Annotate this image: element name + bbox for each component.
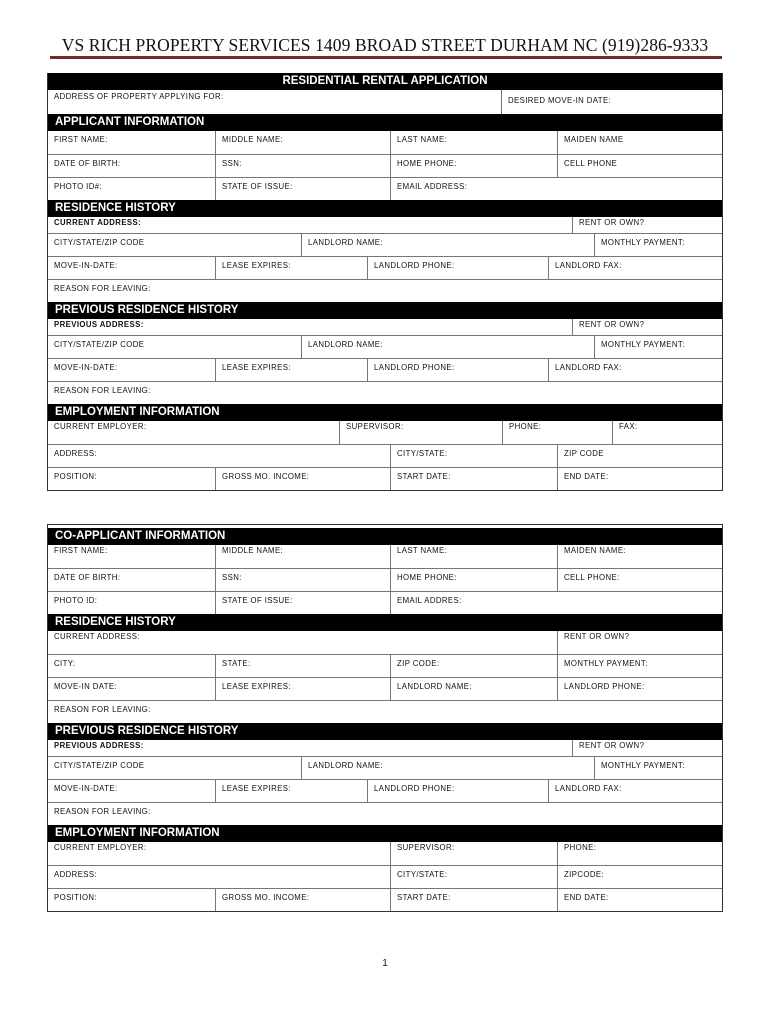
zip-code-field[interactable]: ZIPCODE: (557, 866, 722, 888)
middle-name-field[interactable]: MIDDLE NAME: (215, 545, 283, 568)
home-phone-field[interactable]: HOME PHONE: (390, 155, 457, 177)
reason-for-leaving-field[interactable]: REASON FOR LEAVING: (54, 807, 151, 816)
form-row (48, 677, 722, 700)
previous-address-field[interactable]: PREVIOUS ADDRESS: (54, 741, 144, 750)
form-row (48, 381, 722, 404)
reason-for-leaving-field[interactable]: REASON FOR LEAVING: (54, 386, 151, 395)
landlord-phone-field[interactable]: LANDLORD PHONE: (367, 780, 455, 802)
form-row (48, 545, 722, 568)
form-row (48, 802, 722, 825)
current-address-field[interactable]: CURRENT ADDRESS: (54, 632, 140, 641)
maiden-name-field[interactable]: MAIDEN NAME (557, 131, 722, 154)
zip-code-field[interactable]: ZIP CODE (557, 445, 722, 467)
form-row (48, 421, 722, 444)
page-number: 1 (382, 958, 388, 969)
form-row (48, 444, 722, 467)
supervisor-field[interactable]: SUPERVISOR: (390, 842, 455, 865)
monthly-payment-field[interactable]: MONTHLY PAYMENT: (594, 336, 722, 358)
state-field[interactable]: STATE: (215, 655, 251, 677)
city-state-field[interactable]: CITY/STATE: (390, 445, 447, 467)
employer-address-field[interactable]: ADDRESS: (54, 870, 98, 879)
dob-field[interactable]: DATE OF BIRTH: (54, 159, 121, 168)
employment-section-header: EMPLOYMENT INFORMATION (48, 404, 722, 421)
landlord-name-field[interactable]: LANDLORD NAME: (390, 678, 472, 700)
maiden-name-field[interactable]: MAIDEN NAME: (557, 545, 722, 568)
rent-or-own-field[interactable]: RENT OR OWN? (572, 319, 722, 335)
email-field[interactable]: EMAIL ADDRES: (390, 592, 722, 614)
phone-field[interactable]: PHONE: (502, 421, 541, 444)
landlord-fax-field[interactable]: LANDLORD FAX: (548, 780, 722, 802)
start-date-field[interactable]: START DATE: (390, 468, 451, 490)
home-phone-field[interactable]: HOME PHONE: (390, 569, 457, 591)
gross-income-field[interactable]: GROSS MO. INCOME: (215, 889, 309, 911)
position-field[interactable]: POSITION: (54, 472, 98, 481)
monthly-payment-field[interactable]: MONTHLY PAYMENT: (594, 757, 722, 779)
landlord-phone-field[interactable]: LANDLORD PHONE: (367, 257, 455, 279)
form-row (48, 358, 722, 381)
monthly-payment-field[interactable]: MONTHLY PAYMENT: (594, 234, 722, 256)
form-row (48, 591, 722, 614)
form-row (48, 131, 722, 154)
landlord-name-field[interactable]: LANDLORD NAME: (301, 234, 383, 256)
lease-expires-field[interactable]: LEASE EXPIRES: (215, 780, 291, 802)
property-row (48, 90, 722, 114)
current-employer-field[interactable]: CURRENT EMPLOYER: (54, 843, 147, 852)
zip-code-field[interactable]: ZIP CODE: (390, 655, 439, 677)
applicant-section-header: APPLICANT INFORMATION (48, 114, 722, 131)
applicant-form (47, 73, 723, 491)
landlord-name-field[interactable]: LANDLORD NAME: (301, 336, 383, 358)
property-address-field[interactable]: ADDRESS OF PROPERTY APPLYING FOR: (54, 92, 224, 101)
form-row (48, 319, 722, 335)
fax-field[interactable]: FAX: (612, 421, 722, 444)
city-state-zip-field[interactable]: CITY/STATE/ZIP CODE (54, 238, 145, 247)
lease-expires-field[interactable]: LEASE EXPIRES: (215, 678, 291, 700)
move-in-date-field[interactable]: MOVE-IN-DATE: (54, 363, 118, 372)
end-date-field[interactable]: END DATE: (557, 468, 722, 490)
form-row (48, 631, 722, 654)
move-in-date-field[interactable]: MOVE-IN-DATE: (54, 261, 118, 270)
form-row (48, 888, 722, 911)
residence-section-header: RESIDENCE HISTORY (48, 614, 722, 631)
form-title: RESIDENTIAL RENTAL APPLICATION (48, 73, 722, 90)
landlord-phone-field[interactable]: LANDLORD PHONE: (367, 359, 455, 381)
last-name-field[interactable]: LAST NAME: (390, 545, 447, 568)
photo-id-field[interactable]: PHOTO ID#: (54, 182, 103, 191)
photo-id-field[interactable]: PHOTO ID: (54, 596, 98, 605)
city-state-zip-field[interactable]: CITY/STATE/ZIP CODE (54, 761, 145, 770)
state-of-issue-field[interactable]: STATE OF ISSUE: (215, 178, 293, 200)
move-in-date-field[interactable]: MOVE-IN-DATE: (54, 784, 118, 793)
city-state-zip-field[interactable]: CITY/STATE/ZIP CODE (54, 340, 145, 349)
reason-for-leaving-field[interactable]: REASON FOR LEAVING: (54, 705, 151, 714)
form-row (48, 335, 722, 358)
ssn-field[interactable]: SSN: (215, 569, 242, 591)
coapplicant-section-header: CO-APPLICANT INFORMATION (48, 528, 722, 545)
form-row (48, 842, 722, 865)
company-header: VS RICH PROPERTY SERVICES 1409 BROAD STREET DURHAM NC (919)286-9333 (61, 35, 709, 55)
landlord-fax-field[interactable]: LANDLORD FAX: (548, 359, 722, 381)
form-row (48, 467, 722, 490)
reason-for-leaving-field[interactable]: REASON FOR LEAVING: (54, 284, 151, 293)
rent-or-own-field[interactable]: RENT OR OWN? (557, 631, 722, 654)
monthly-payment-field[interactable]: MONTHLY PAYMENT: (557, 655, 722, 677)
form-row (48, 865, 722, 888)
previous-residence-section-header: PREVIOUS RESIDENCE HISTORY (48, 302, 722, 319)
residence-section-header: RESIDENCE HISTORY (48, 200, 722, 217)
position-field[interactable]: POSITION: (54, 893, 98, 902)
start-date-field[interactable]: START DATE: (390, 889, 451, 911)
phone-field[interactable]: PHONE: (557, 842, 722, 865)
last-name-field[interactable]: LAST NAME: (390, 131, 447, 154)
form-row (48, 217, 722, 233)
previous-residence-section-header: PREVIOUS RESIDENCE HISTORY (48, 723, 722, 740)
cell-phone-field[interactable]: CELL PHONE (557, 155, 722, 177)
city-state-field[interactable]: CITY/STATE: (390, 866, 447, 888)
dob-field[interactable]: DATE OF BIRTH: (54, 573, 121, 582)
landlord-fax-field[interactable]: LANDLORD FAX: (548, 257, 722, 279)
landlord-phone-field[interactable]: LANDLORD PHONE: (557, 678, 722, 700)
supervisor-field[interactable]: SUPERVISOR: (339, 421, 404, 444)
rent-or-own-field[interactable]: RENT OR OWN? (572, 217, 722, 233)
gross-income-field[interactable]: GROSS MO. INCOME: (215, 468, 309, 490)
form-row (48, 654, 722, 677)
previous-address-field[interactable]: PREVIOUS ADDRESS: (54, 320, 144, 329)
current-employer-field[interactable]: CURRENT EMPLOYER: (54, 422, 147, 431)
rent-or-own-field[interactable]: RENT OR OWN? (572, 740, 722, 756)
move-in-date-field[interactable]: MOVE-IN DATE: (54, 682, 118, 691)
form-row (48, 233, 722, 256)
form-row (48, 154, 722, 177)
end-date-field[interactable]: END DATE: (557, 889, 722, 911)
form-row (48, 568, 722, 591)
email-field[interactable]: EMAIL ADDRESS: (390, 178, 722, 200)
lease-expires-field[interactable]: LEASE EXPIRES: (215, 257, 291, 279)
form-row (48, 700, 722, 723)
state-of-issue-field[interactable]: STATE OF ISSUE: (215, 592, 293, 614)
city-field[interactable]: CITY: (54, 659, 76, 668)
desired-move-in-field[interactable]: DESIRED MOVE-IN DATE: (501, 90, 722, 114)
form-row (48, 779, 722, 802)
first-name-field[interactable]: FIRST NAME: (54, 135, 108, 144)
employment-section-header: EMPLOYMENT INFORMATION (48, 825, 722, 842)
current-address-field[interactable]: CURRENT ADDRESS: (54, 218, 142, 227)
middle-name-field[interactable]: MIDDLE NAME: (215, 131, 283, 154)
ssn-field[interactable]: SSN: (215, 155, 242, 177)
first-name-field[interactable]: FIRST NAME: (54, 546, 108, 555)
form-row (48, 256, 722, 279)
employer-address-field[interactable]: ADDRESS: (54, 449, 98, 458)
coapplicant-form (47, 524, 723, 912)
form-row (48, 756, 722, 779)
header-divider (50, 56, 722, 59)
cell-phone-field[interactable]: CELL PHONE: (557, 569, 722, 591)
landlord-name-field[interactable]: LANDLORD NAME: (301, 757, 383, 779)
form-row (48, 177, 722, 200)
form-row (48, 279, 722, 302)
form-row (48, 740, 722, 756)
lease-expires-field[interactable]: LEASE EXPIRES: (215, 359, 291, 381)
